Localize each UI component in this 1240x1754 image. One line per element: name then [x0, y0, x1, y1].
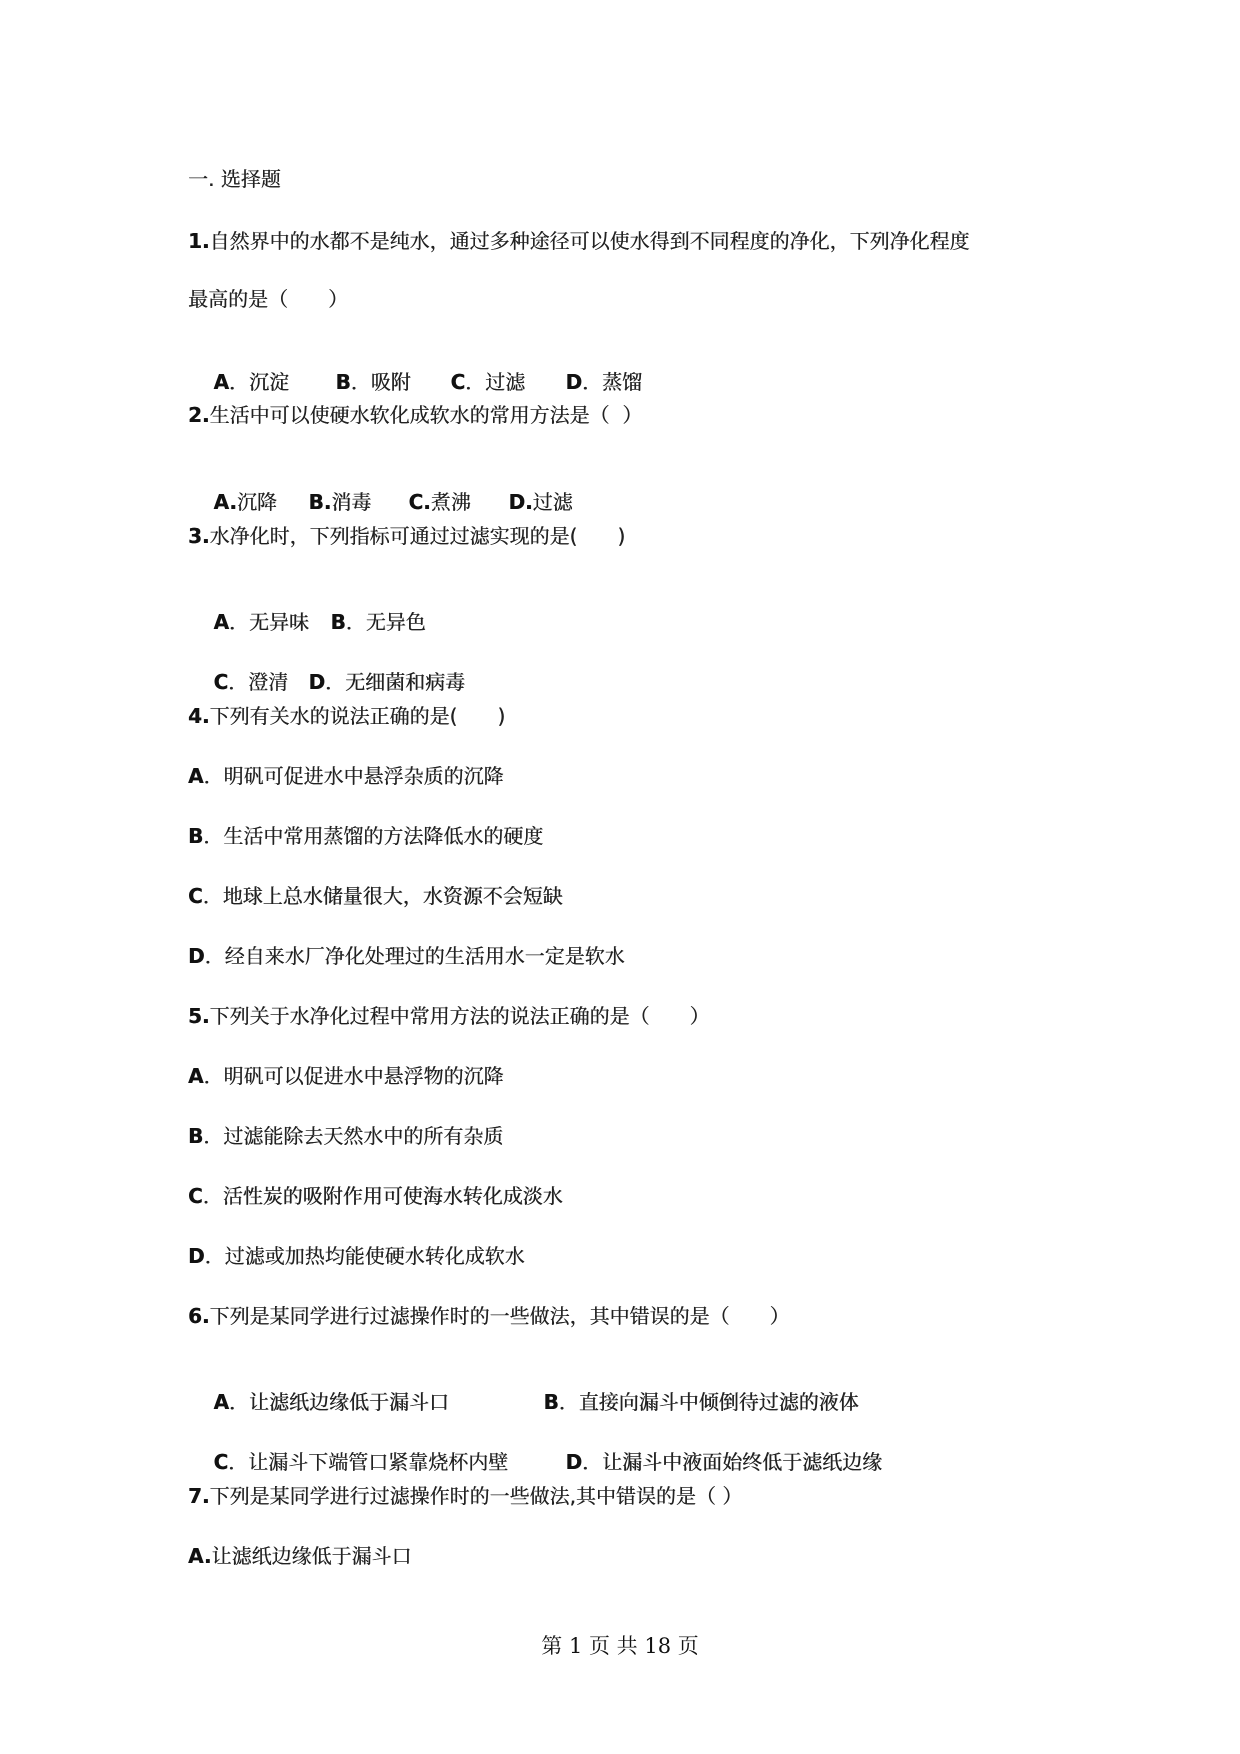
- option-d: D．蒸馏: [565, 370, 643, 394]
- question-text: 自然界中的水都不是纯水，通过多种途径可以使水得到不同程度的净化，下列净化程度: [209, 229, 970, 253]
- option-a: A．无异味: [213, 610, 309, 634]
- question-4-option-c: C．地球上总水储量很大，水资源不会短缺: [188, 884, 563, 908]
- question-text: 下列是某同学进行过滤操作时的一些做法,其中错误的是（ ）: [209, 1484, 743, 1508]
- option-b: B．无异色: [330, 610, 426, 634]
- option-b: B.消毒: [308, 490, 372, 514]
- option-d: D.过滤: [508, 490, 573, 514]
- option-c: C．过滤: [450, 370, 526, 394]
- option-c: C．澄清: [213, 670, 289, 694]
- question-text: 生活中可以使硬水软化成软水的常用方法是（ ）: [209, 403, 643, 427]
- question-1-stem-cont: 最高的是（ ）: [188, 287, 348, 311]
- question-number: 3.: [188, 524, 210, 548]
- page-number-footer: 第 1 页 共 18 页: [541, 1634, 699, 1658]
- question-number: 7.: [188, 1484, 210, 1508]
- question-7-option-a: A.让滤纸边缘低于漏斗口: [188, 1544, 412, 1568]
- question-text: 下列有关水的说法正确的是( ): [209, 704, 506, 728]
- question-5-option-d: D．过滤或加热均能使硬水转化成软水: [188, 1244, 525, 1268]
- option-a: A.沉降: [213, 490, 277, 514]
- question-3-stem: [188, 523, 625, 549]
- question-text: 下列关于水净化过程中常用方法的说法正确的是（ ）: [209, 1004, 710, 1028]
- question-number: 6.: [188, 1304, 210, 1328]
- question-5-stem: [188, 1003, 710, 1029]
- question-6-stem: [188, 1303, 790, 1329]
- question-4-option-a: A．明矾可促进水中悬浮杂质的沉降: [188, 764, 504, 788]
- question-7-stem: [188, 1483, 742, 1509]
- question-number: 1.: [188, 229, 210, 253]
- question-4-stem: [188, 703, 505, 729]
- section-title: 一. 选择题: [188, 167, 281, 191]
- option-a: A．沉淀: [213, 370, 289, 394]
- question-5-option-b: B．过滤能除去天然水中的所有杂质: [188, 1124, 504, 1148]
- option-d: D．无细菌和病毒: [308, 670, 466, 694]
- question-number: 4.: [188, 704, 210, 728]
- option-d: D．让漏斗中液面始终低于滤纸边缘: [565, 1450, 883, 1474]
- question-4-option-d: D．经自来水厂净化处理过的生活用水一定是软水: [188, 944, 625, 968]
- question-4-option-b: B．生活中常用蒸馏的方法降低水的硬度: [188, 824, 544, 848]
- question-number: 5.: [188, 1004, 210, 1028]
- question-2-stem: [188, 402, 642, 428]
- question-text: 水净化时，下列指标可通过过滤实现的是( ): [209, 524, 626, 548]
- question-5-option-c: C．活性炭的吸附作用可使海水转化成淡水: [188, 1184, 563, 1208]
- question-number: 2.: [188, 403, 210, 427]
- option-c: C.煮沸: [408, 490, 471, 514]
- option-b: B．直接向漏斗中倾倒待过滤的液体: [543, 1390, 859, 1414]
- option-a: A．让滤纸边缘低于漏斗口: [213, 1390, 449, 1414]
- question-5-option-a: A．明矾可以促进水中悬浮物的沉降: [188, 1064, 504, 1088]
- option-c: C．让漏斗下端管口紧靠烧杯内壁: [213, 1450, 509, 1474]
- question-text: 下列是某同学进行过滤操作时的一些做法，其中错误的是（ ）: [209, 1304, 790, 1328]
- question-1-stem: [188, 228, 970, 254]
- option-b: B．吸附: [335, 370, 411, 394]
